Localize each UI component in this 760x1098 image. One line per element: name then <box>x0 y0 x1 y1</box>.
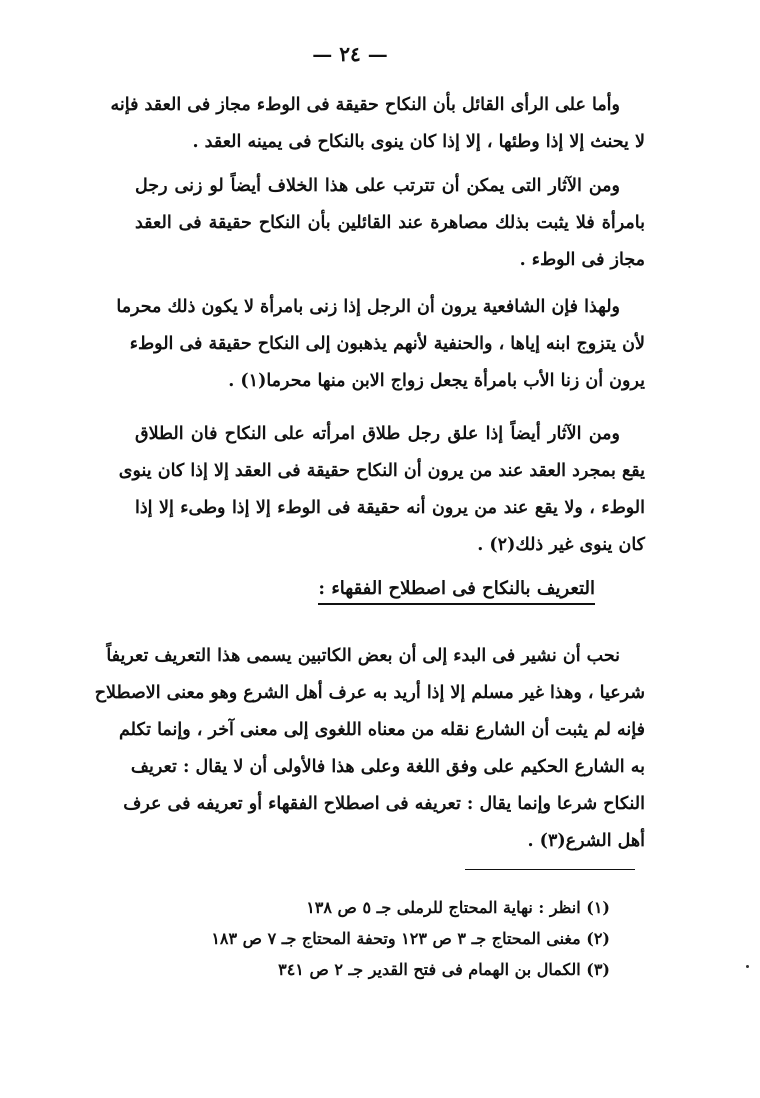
paragraph-4-line-1: ومن الآثار أيضاً إذا علق رجل طلاق امرأته على النكاح فان الطلاق <box>135 424 620 444</box>
paragraph-5-line-1: نحب أن نشير فى البدء إلى أن بعض الكاتبين يسمى هذا التعريف تعريفاً <box>106 646 620 666</box>
paragraph-3-line-2: لأن يتزوج ابنه إياها ، والحنفية لأنهم يذهبون إلى النكاح حقيقة فى الوطء <box>129 334 645 354</box>
paragraph-2-line-1: ومن الآثار التى يمكن أن تترتب على هذا الخلاف أيضاً لو زنى رجل <box>135 176 620 196</box>
paragraph-2-line-2: بامرأة فلا يثبت بذلك مصاهرة عند القائلين بأن النكاح حقيقة فى العقد <box>135 213 645 233</box>
footnote-separator <box>465 869 635 870</box>
paragraph-3-line-3: يرون أن زنا الأب بامرأة يجعل زواج الابن منها محرما(١) . <box>228 371 645 391</box>
paragraph-5-line-5: النكاح شرعا وإنما يقال : تعريفه فى اصطلاح الفقهاء أو تعريفه فى عرف <box>123 794 645 814</box>
footnote-1: (١) انظر : نهاية المحتاج للرملى جـ ٥ ص ١٣٨ <box>306 898 610 917</box>
footnote-2: (٢) مغنى المحتاج جـ ٣ ص ١٢٣ وتحفة المحتاج جـ ٧ ص ١٨٣ <box>211 929 610 948</box>
paragraph-1-line-1: وأما على الرأى القائل بأن النكاح حقيقة فى الوطء مجاز فى العقد فإنه <box>110 95 620 115</box>
paragraph-4-line-3: الوطء ، ولا يقع عند من يرون أنه حقيقة فى الوطء إلا إذا وطىء إلا إذا <box>135 498 645 518</box>
paragraph-1-line-2: لا يحنث إلا إذا وطئها ، إلا إذا كان ينوى بالنكاح فى يمينه العقد . <box>192 132 645 152</box>
paragraph-2-line-3: مجاز فى الوطء . <box>519 250 645 270</box>
paragraph-5-line-4: به الشارع الحكيم على وفق اللغة وعلى هذا فالأولى أن لا يقال : تعريف <box>130 757 645 777</box>
section-heading-text: التعريف بالنكاح فى اصطلاح الفقهاء : <box>318 578 595 605</box>
section-heading <box>318 578 595 599</box>
paragraph-4-line-4: كان ينوى غير ذلك(٢) . <box>477 535 645 555</box>
paragraph-5-line-2: شرعيا ، وهذا غير مسلم إلا إذا أريد به عرف أهل الشرع وهو معنى الاصطلاح <box>94 683 645 703</box>
paragraph-5-line-3: فإنه لم يثبت أن الشارع نقله من معناه اللغوى إلى معنى آخر ، وإنما تكلم <box>119 720 645 740</box>
footnote-3: (٣) الكمال بن الهمام فى فتح القدير جـ ٢ ص ٣٤١ <box>278 960 610 979</box>
page-number: — ٢٤ — <box>312 42 388 66</box>
scan-speck <box>746 965 749 968</box>
paragraph-3-line-1: ولهذا فإن الشافعية يرون أن الرجل إذا زنى بامرأة لا يكون ذلك محرما <box>116 297 620 317</box>
paragraph-5-line-6: أهل الشرع(٣) . <box>527 831 645 851</box>
paragraph-4-line-2: يقع بمجرد العقد عند من يرون أن النكاح حقيقة فى العقد إلا إذا كان ينوى <box>118 461 645 481</box>
